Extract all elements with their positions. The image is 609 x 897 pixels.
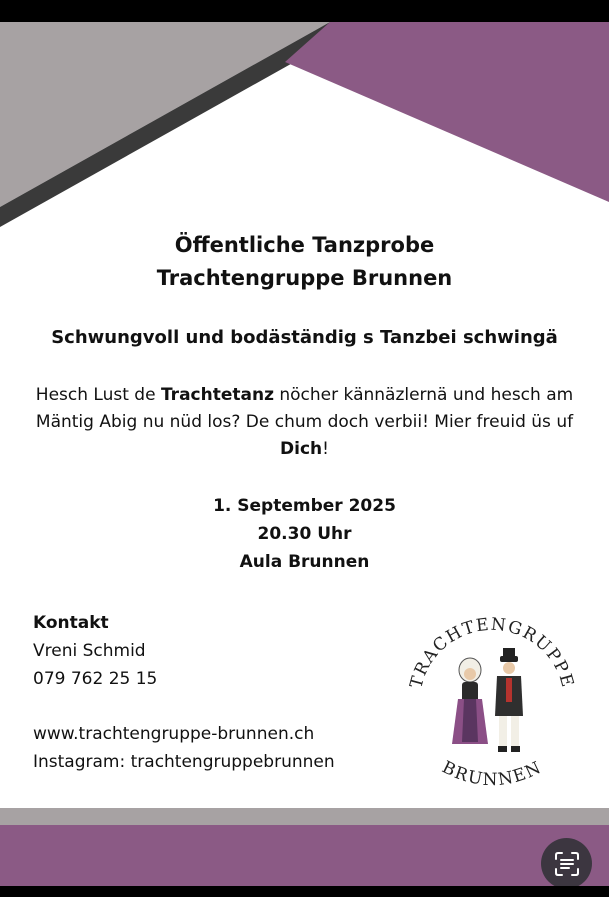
- intro-bold-1: Trachtetanz: [160, 385, 274, 405]
- contact-name: Vreni Schmid: [33, 641, 146, 661]
- text-scan-icon: [554, 851, 580, 877]
- top-geometric-banner: [0, 22, 609, 232]
- bottom-purple-stripe: [0, 825, 609, 886]
- contact-block: [33, 609, 157, 693]
- intro-part-1: Hesch Lust de: [35, 385, 161, 405]
- event-place: Aula Brunnen: [239, 552, 370, 572]
- poster: [0, 22, 609, 886]
- title-line-1: Öffentliche Tanzprobe: [174, 233, 435, 257]
- intro-bold-2: Dich: [280, 439, 323, 459]
- instagram-link[interactable]: Instagram: trachtengruppebrunnen: [33, 752, 335, 772]
- man-figure-icon: [495, 648, 523, 752]
- intro-part-3: !: [322, 439, 329, 459]
- svg-text:TRACHTENGRUPPE: [406, 615, 577, 691]
- subtitle: Schwungvoll und bodäständig s Tanzbei schwingä: [51, 327, 558, 348]
- links-block: [33, 720, 335, 776]
- intro-part-2: nöcher kännäzlernä und hesch am Mäntig Abig nu nüd los? De chum doch verbii! Mier freuid üs uf: [35, 385, 574, 432]
- purple-band: [285, 22, 609, 202]
- woman-figure-icon: [452, 658, 488, 756]
- trachtengruppe-logo: [402, 594, 582, 799]
- intro-text: [0, 382, 609, 463]
- page-title: [0, 229, 609, 295]
- event-time: 20.30 Uhr: [257, 524, 352, 544]
- event-date: 1. September 2025: [213, 496, 396, 516]
- website-link[interactable]: www.trachtengruppe-brunnen.ch: [33, 724, 315, 744]
- logo-bottom-text: BRUNNEN: [438, 757, 546, 791]
- event-details: [0, 492, 609, 576]
- title-line-2: Trachtengruppe Brunnen: [156, 266, 453, 290]
- contact-label: Kontakt: [33, 613, 109, 633]
- text-scan-button[interactable]: [541, 838, 592, 886]
- contact-phone[interactable]: 079 762 25 15: [33, 669, 158, 689]
- svg-text:BRUNNEN: [439, 757, 546, 790]
- bottom-grey-stripe: [0, 808, 609, 825]
- logo-arc-text: TRACHTENGRUPPE: [406, 614, 578, 691]
